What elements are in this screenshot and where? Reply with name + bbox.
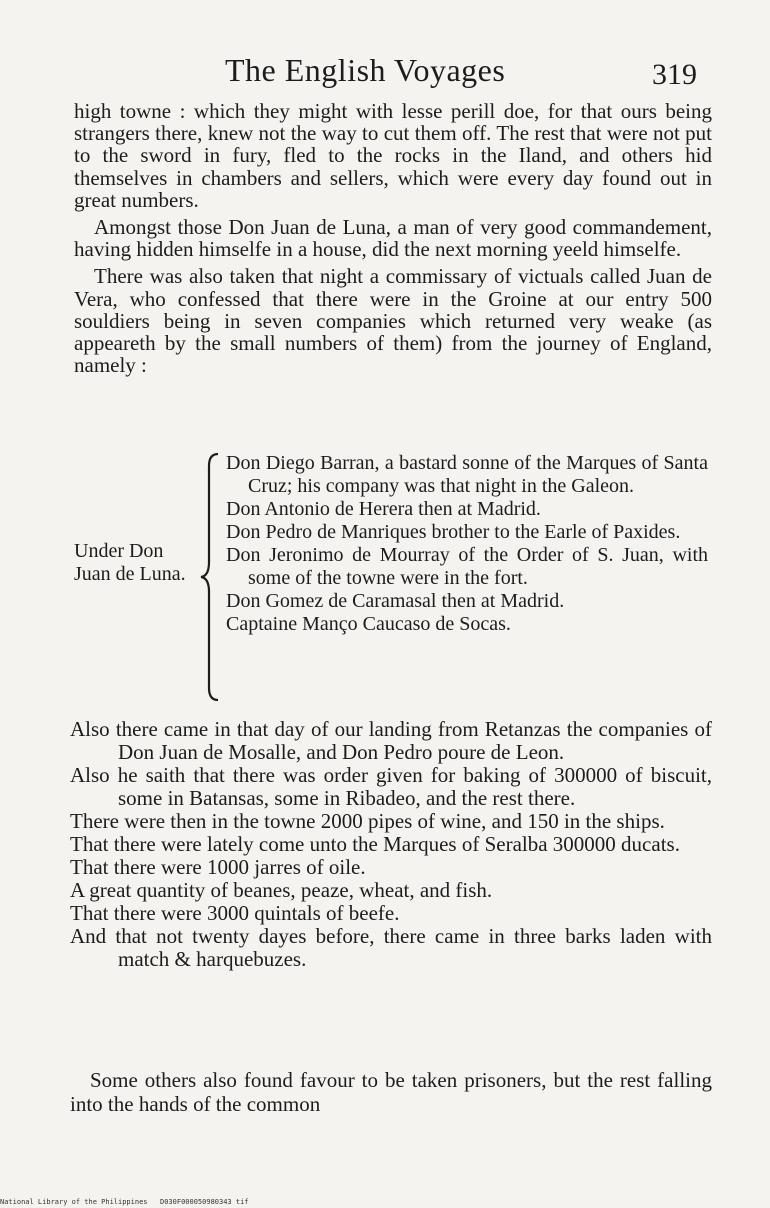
finding-item: And that not twenty dayes before, there came in three barks laden with match & harquebuzes. bbox=[70, 924, 712, 971]
body-text bbox=[74, 100, 712, 376]
roster-item: Don Antonio de Herera then at Madrid. bbox=[226, 498, 541, 520]
finding-item: That there were lately come unto the Marques of Seralba 300000 ducats. bbox=[70, 832, 680, 856]
finding-item: Also there came in that day of our landing from Retanzas the companies of Don Juan de Mosalle, and Don Pedro poure de Leon. bbox=[70, 717, 712, 764]
curly-brace-icon bbox=[198, 452, 222, 702]
finding-item: That there were 3000 quintals of beefe. bbox=[70, 901, 400, 925]
finding-item: A great quantity of beanes, peaze, wheat, and fish. bbox=[70, 878, 493, 902]
findings-list bbox=[70, 718, 712, 971]
closing-paragraph bbox=[70, 1068, 712, 1116]
scan-file-id: D030F000050980343 tif bbox=[160, 1198, 249, 1206]
paragraph: high towne : which they might with lesse perill doe, for that ours being strangers there, knew not the way to cut them off. The rest that were not put to the sword in fury, fled to the rocks in the Iland, and others hid themselves in chambers and sellers, which were every day found out in great numbers. bbox=[74, 99, 712, 212]
roster-item: Don Pedro de Manriques brother to the Earle of Paxides. bbox=[226, 521, 681, 543]
page-number: 319 bbox=[652, 58, 697, 91]
paragraph: There was also taken that night a commissary of victuals called Juan de Vera, who confessed that there were in the Groine at our entry 500 souldiers being in seven companies which returned very weake (as appeareth by the small numbers of them) from the journey of England, namely : bbox=[74, 264, 712, 378]
finding-item: Also he saith that there was order given for baking of 300000 of biscuit, some in Batansas, some in Ribadeo, and the rest there. bbox=[70, 763, 712, 810]
roster-item: Don Gomez de Caramasal then at Madrid. bbox=[226, 590, 565, 612]
roster-label: Under Don Juan de Luna. bbox=[74, 540, 186, 585]
paragraph: Some others also found favour to be taken prisoners, but the rest falling into the hands of the common bbox=[70, 1068, 712, 1116]
page-header bbox=[0, 52, 770, 96]
roster-item: Don Diego Barran, a bastard sonne of the Marques of Santa Cruz; his company was that night in the Galeon. bbox=[226, 452, 708, 497]
finding-item: That there were 1000 jarres of oile. bbox=[70, 855, 366, 879]
roster-list bbox=[226, 452, 708, 636]
library-credit: National Library of the Philippines bbox=[0, 1198, 148, 1206]
running-head: The English Voyages bbox=[225, 52, 506, 88]
captains-roster bbox=[74, 452, 714, 702]
finding-item: There were then in the towne 2000 pipes of wine, and 150 in the ships. bbox=[70, 809, 665, 833]
paragraph: Amongst those Don Juan de Luna, a man of very good commandement, having hidden himselfe in a house, did the next morning yeeld himselfe. bbox=[74, 215, 712, 262]
roster-item: Don Jeronimo de Mourray of the Order of S. Juan, with some of the towne were in the fort. bbox=[226, 544, 708, 589]
roster-item: Captaine Manço Caucaso de Socas. bbox=[226, 613, 511, 635]
